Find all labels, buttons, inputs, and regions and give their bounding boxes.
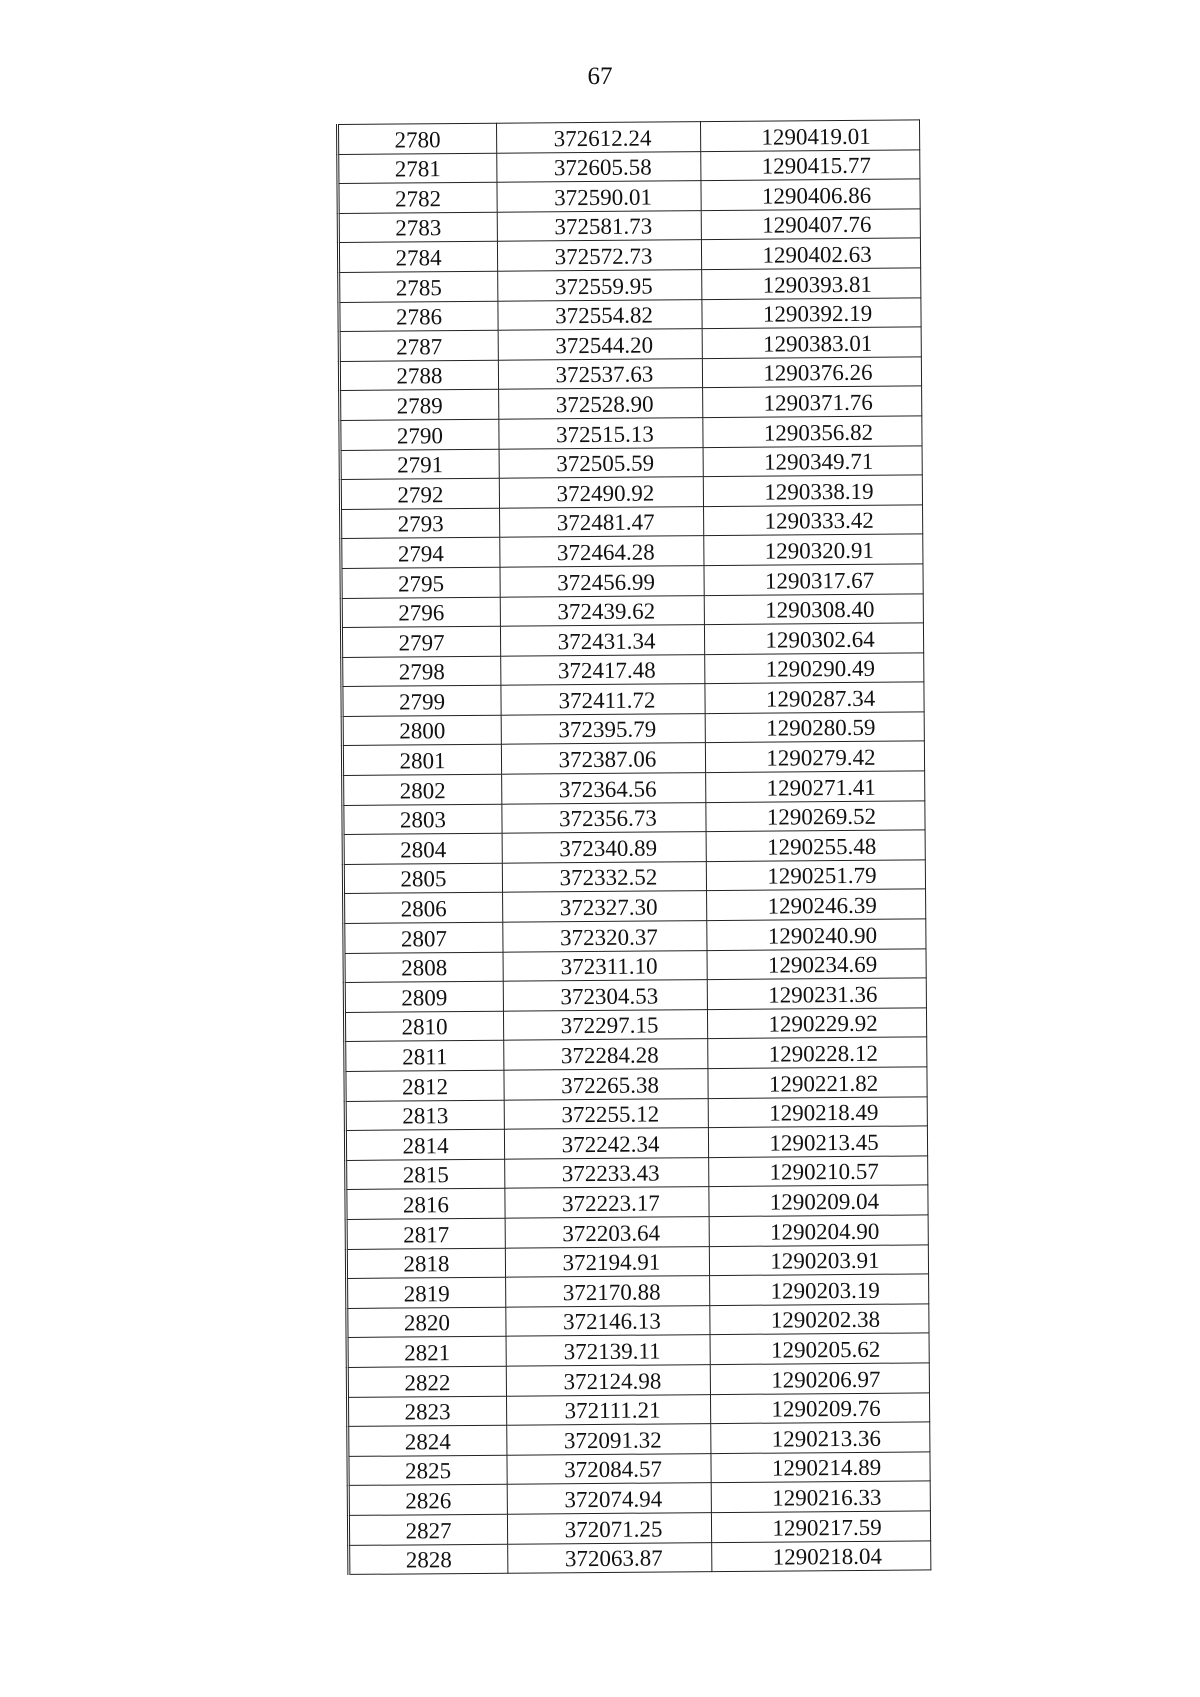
table-row <box>347 1392 929 1426</box>
y-coordinate-cell: 1290229.92 <box>707 1008 926 1039</box>
point-number-cell: 2816 <box>346 1189 505 1220</box>
point-number-cell: 2785 <box>339 271 498 302</box>
table-row <box>344 1008 926 1042</box>
y-coordinate-cell: 1290205.62 <box>710 1333 929 1364</box>
y-coordinate-cell: 1290202.38 <box>710 1304 929 1335</box>
y-coordinate-cell: 1290356.82 <box>703 416 922 447</box>
point-number-cell: 2800 <box>342 715 501 746</box>
table-row <box>345 1096 927 1130</box>
point-number-cell: 2803 <box>343 804 502 835</box>
point-number-cell: 2827 <box>348 1514 507 1545</box>
point-number-cell: 2819 <box>347 1277 506 1308</box>
point-number-cell: 2811 <box>345 1041 504 1072</box>
x-coordinate-cell: 372091.32 <box>507 1424 711 1455</box>
y-coordinate-cell: 1290280.59 <box>705 712 924 743</box>
table-row <box>338 179 920 213</box>
point-number-cell: 2826 <box>348 1485 507 1516</box>
table-row <box>339 357 921 391</box>
point-number-cell: 2789 <box>340 390 499 421</box>
point-number-cell: 2799 <box>342 686 501 717</box>
point-number-cell: 2809 <box>344 981 503 1012</box>
table-row <box>346 1244 928 1278</box>
x-coordinate-cell: 372074.94 <box>507 1483 711 1514</box>
x-coordinate-cell: 372223.17 <box>505 1187 709 1218</box>
y-coordinate-cell: 1290317.67 <box>704 564 923 595</box>
x-coordinate-cell: 372559.95 <box>498 270 702 301</box>
x-coordinate-cell: 372505.59 <box>499 447 703 478</box>
y-coordinate-cell: 1290392.19 <box>702 297 921 328</box>
x-coordinate-cell: 372612.24 <box>496 122 700 153</box>
y-coordinate-cell: 1290213.36 <box>711 1422 930 1453</box>
table-row <box>340 416 922 450</box>
point-number-cell: 2806 <box>344 893 503 924</box>
table-row <box>346 1185 928 1219</box>
table-row <box>338 238 920 272</box>
y-coordinate-cell: 1290269.52 <box>706 801 925 832</box>
point-number-cell: 2795 <box>341 567 500 598</box>
point-number-cell: 2807 <box>344 922 503 953</box>
y-coordinate-cell: 1290218.49 <box>708 1096 927 1127</box>
x-coordinate-cell: 372084.57 <box>507 1453 711 1484</box>
table-row <box>339 327 921 361</box>
point-number-cell: 2797 <box>341 626 500 657</box>
y-coordinate-cell: 1290203.19 <box>710 1274 929 1305</box>
table-row <box>347 1333 929 1367</box>
y-coordinate-cell: 1290402.63 <box>701 238 920 269</box>
x-coordinate-cell: 372356.73 <box>502 802 706 833</box>
y-coordinate-cell: 1290210.57 <box>709 1156 928 1187</box>
table-row <box>348 1452 930 1486</box>
x-coordinate-cell: 372537.63 <box>498 358 702 389</box>
y-coordinate-cell: 1290371.76 <box>703 386 922 417</box>
x-coordinate-cell: 372431.34 <box>500 625 704 656</box>
y-coordinate-cell: 1290217.59 <box>711 1511 930 1542</box>
x-coordinate-cell: 372417.48 <box>501 654 705 685</box>
x-coordinate-cell: 372284.28 <box>504 1039 708 1070</box>
point-number-cell: 2781 <box>338 153 497 184</box>
table-row <box>347 1363 929 1397</box>
table-row <box>341 623 923 657</box>
x-coordinate-cell: 372364.56 <box>502 773 706 804</box>
point-number-cell: 2828 <box>349 1544 508 1575</box>
table-row <box>341 564 923 598</box>
point-number-cell: 2787 <box>339 330 498 361</box>
point-number-cell: 2794 <box>341 538 500 569</box>
y-coordinate-cell: 1290287.34 <box>705 682 924 713</box>
x-coordinate-cell: 372146.13 <box>506 1305 710 1336</box>
table-row <box>338 150 920 184</box>
point-number-cell: 2823 <box>347 1396 506 1427</box>
y-coordinate-cell: 1290234.69 <box>707 949 926 980</box>
table-row <box>339 297 921 331</box>
table-row <box>348 1422 930 1456</box>
x-coordinate-cell: 372139.11 <box>506 1335 710 1366</box>
table-row <box>345 1126 927 1160</box>
y-coordinate-cell: 1290308.40 <box>704 593 923 624</box>
x-coordinate-cell: 372439.62 <box>500 595 704 626</box>
point-number-cell: 2818 <box>346 1248 505 1279</box>
y-coordinate-cell: 1290203.91 <box>709 1244 928 1275</box>
point-number-cell: 2813 <box>345 1100 504 1131</box>
table-row <box>342 653 924 687</box>
point-number-cell: 2824 <box>348 1425 507 1456</box>
y-coordinate-cell: 1290206.97 <box>710 1363 929 1394</box>
x-coordinate-cell: 372456.99 <box>500 566 704 597</box>
point-number-cell: 2793 <box>341 508 500 539</box>
point-number-cell: 2782 <box>338 182 497 213</box>
point-number-cell: 2805 <box>343 863 502 894</box>
y-coordinate-cell: 1290415.77 <box>701 150 920 181</box>
y-coordinate-cell: 1290251.79 <box>706 860 925 891</box>
y-coordinate-cell: 1290333.42 <box>704 505 923 536</box>
point-number-cell: 2798 <box>342 656 501 687</box>
y-coordinate-cell: 1290231.36 <box>707 978 926 1009</box>
point-number-cell: 2825 <box>348 1455 507 1486</box>
x-coordinate-cell: 372320.37 <box>503 921 707 952</box>
point-number-cell: 2812 <box>345 1070 504 1101</box>
table-row <box>340 386 922 420</box>
x-coordinate-cell: 372265.38 <box>504 1069 708 1100</box>
y-coordinate-cell: 1290214.89 <box>711 1452 930 1483</box>
x-coordinate-cell: 372304.53 <box>503 980 707 1011</box>
point-number-cell: 2804 <box>343 833 502 864</box>
y-coordinate-cell: 1290209.04 <box>709 1185 928 1216</box>
x-coordinate-cell: 372481.47 <box>500 506 704 537</box>
x-coordinate-cell: 372554.82 <box>498 299 702 330</box>
table-row <box>344 949 926 983</box>
table-row <box>338 209 920 243</box>
point-number-cell: 2821 <box>347 1337 506 1368</box>
table-row <box>344 919 926 953</box>
y-coordinate-cell: 1290419.01 <box>700 120 919 151</box>
point-number-cell: 2796 <box>341 597 500 628</box>
table-row <box>344 889 926 923</box>
x-coordinate-cell: 372395.79 <box>501 713 705 744</box>
x-coordinate-cell: 372464.28 <box>500 536 704 567</box>
point-number-cell: 2817 <box>346 1218 505 1249</box>
table-row <box>342 682 924 716</box>
y-coordinate-cell: 1290240.90 <box>707 919 926 950</box>
table-row <box>346 1215 928 1249</box>
point-number-cell: 2810 <box>344 1011 503 1042</box>
y-coordinate-cell: 1290383.01 <box>702 327 921 358</box>
x-coordinate-cell: 372340.89 <box>502 832 706 863</box>
table-row <box>348 1481 930 1515</box>
point-number-cell: 2814 <box>345 1129 504 1160</box>
point-number-cell: 2790 <box>340 419 499 450</box>
y-coordinate-cell: 1290406.86 <box>701 179 920 210</box>
point-number-cell: 2820 <box>347 1307 506 1338</box>
point-number-cell: 2791 <box>340 449 499 480</box>
point-number-cell: 2786 <box>339 301 498 332</box>
table-row <box>342 712 924 746</box>
x-coordinate-cell: 372572.73 <box>497 240 701 271</box>
table-row <box>343 801 925 835</box>
table-row <box>345 1067 927 1101</box>
table-row <box>343 860 925 894</box>
y-coordinate-cell: 1290255.48 <box>706 830 925 861</box>
x-coordinate-cell: 372170.88 <box>506 1276 710 1307</box>
y-coordinate-cell: 1290271.41 <box>706 771 925 802</box>
page-number: 67 <box>587 63 613 90</box>
table-row <box>348 1511 930 1545</box>
y-coordinate-cell: 1290302.64 <box>704 623 923 654</box>
x-coordinate-cell: 372203.64 <box>505 1217 709 1248</box>
point-number-cell: 2822 <box>347 1366 506 1397</box>
x-coordinate-cell: 372490.92 <box>499 477 703 508</box>
y-coordinate-cell: 1290320.91 <box>704 534 923 565</box>
x-coordinate-cell: 372071.25 <box>507 1513 711 1544</box>
y-coordinate-cell: 1290349.71 <box>703 445 922 476</box>
table-row <box>341 505 923 539</box>
y-coordinate-cell: 1290338.19 <box>703 475 922 506</box>
point-number-cell: 2788 <box>339 360 498 391</box>
table-row <box>344 978 926 1012</box>
coordinates-table <box>336 119 931 1575</box>
x-coordinate-cell: 372297.15 <box>503 1009 707 1040</box>
y-coordinate-cell: 1290228.12 <box>708 1037 927 1068</box>
point-number-cell: 2808 <box>344 952 503 983</box>
x-coordinate-cell: 372411.72 <box>501 684 705 715</box>
x-coordinate-cell: 372590.01 <box>497 181 701 212</box>
table-row <box>346 1156 928 1190</box>
x-coordinate-cell: 372544.20 <box>498 329 702 360</box>
point-number-cell: 2783 <box>338 212 497 243</box>
y-coordinate-cell: 1290376.26 <box>702 357 921 388</box>
point-number-cell: 2792 <box>340 478 499 509</box>
x-coordinate-cell: 372515.13 <box>499 418 703 449</box>
x-coordinate-cell: 372063.87 <box>508 1542 712 1573</box>
x-coordinate-cell: 372194.91 <box>505 1246 709 1277</box>
x-coordinate-cell: 372242.34 <box>504 1128 708 1159</box>
point-number-cell: 2815 <box>346 1159 505 1190</box>
x-coordinate-cell: 372581.73 <box>497 210 701 241</box>
point-number-cell: 2801 <box>342 745 501 776</box>
table-row <box>347 1304 929 1338</box>
y-coordinate-cell: 1290279.42 <box>705 741 924 772</box>
table-row <box>341 593 923 627</box>
table-row <box>339 268 921 302</box>
x-coordinate-cell: 372233.43 <box>505 1157 709 1188</box>
table-row <box>342 741 924 775</box>
x-coordinate-cell: 372605.58 <box>497 151 701 182</box>
table-row <box>341 534 923 568</box>
table-row <box>340 445 922 479</box>
point-number-cell: 2780 <box>338 123 497 154</box>
y-coordinate-cell: 1290218.04 <box>712 1540 931 1571</box>
x-coordinate-cell: 372327.30 <box>503 891 707 922</box>
x-coordinate-cell: 372528.90 <box>499 388 703 419</box>
y-coordinate-cell: 1290407.76 <box>701 209 920 240</box>
y-coordinate-cell: 1290213.45 <box>708 1126 927 1157</box>
table-row <box>343 771 925 805</box>
point-number-cell: 2802 <box>343 774 502 805</box>
x-coordinate-cell: 372124.98 <box>506 1365 710 1396</box>
x-coordinate-cell: 372332.52 <box>502 861 706 892</box>
table-row <box>338 120 920 154</box>
y-coordinate-cell: 1290216.33 <box>711 1481 930 1512</box>
table-row <box>340 475 922 509</box>
coordinates-table-body <box>338 120 931 1575</box>
point-number-cell: 2784 <box>338 242 497 273</box>
x-coordinate-cell: 372255.12 <box>504 1098 708 1129</box>
y-coordinate-cell: 1290290.49 <box>705 653 924 684</box>
y-coordinate-cell: 1290204.90 <box>709 1215 928 1246</box>
table-row <box>347 1274 929 1308</box>
x-coordinate-cell: 372387.06 <box>501 743 705 774</box>
table-row <box>345 1037 927 1071</box>
x-coordinate-cell: 372111.21 <box>506 1394 710 1425</box>
y-coordinate-cell: 1290393.81 <box>702 268 921 299</box>
y-coordinate-cell: 1290246.39 <box>707 889 926 920</box>
y-coordinate-cell: 1290209.76 <box>710 1392 929 1423</box>
table-row <box>343 830 925 864</box>
x-coordinate-cell: 372311.10 <box>503 950 707 981</box>
table-row <box>349 1540 931 1574</box>
y-coordinate-cell: 1290221.82 <box>708 1067 927 1098</box>
